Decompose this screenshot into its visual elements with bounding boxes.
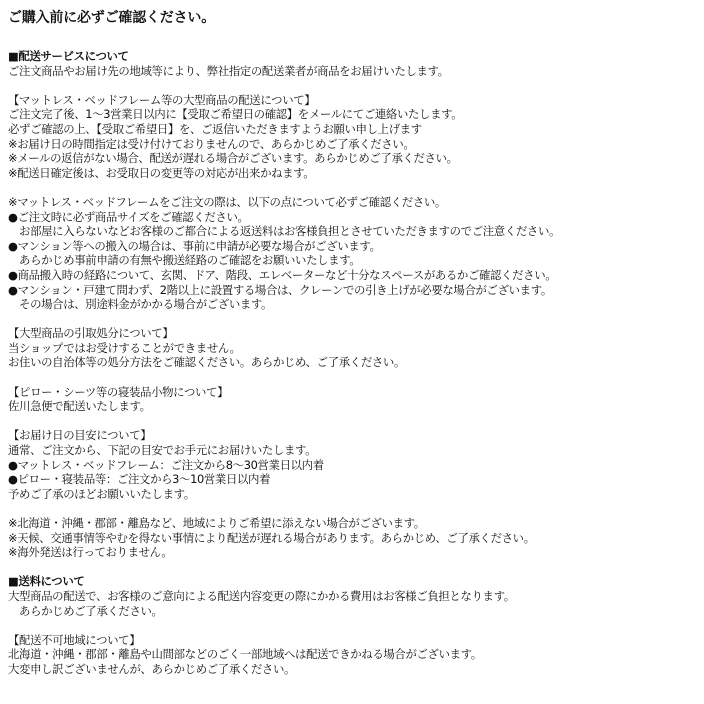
text-line: 大型商品の配送で、お客様のご意向による配送内容変更の際にかかる費用はお客様ご負担となります。 <box>8 588 515 603</box>
blank-line <box>8 312 696 327</box>
text-line: ※配送日確定後は、お受取日の変更等の対応が出来かねます。 <box>8 165 315 180</box>
text-line: 必ずご確認の上、【受取ご希望日】を、ご返信いただきますようお願い申し上げます <box>8 121 422 136</box>
text-line: ※海外発送は行っておりません。 <box>8 545 173 560</box>
section-heading: ■配送サービスについて <box>8 49 129 63</box>
text-line: お部屋に入らないなどお客様のご都合による返送料はお客様負担とさせていただきますのでご注意ください。 <box>8 224 561 239</box>
text-line: ※お届け日の時間指定は受け付けておりませんので、あらかじめご了承ください。 <box>8 136 415 151</box>
text-line: ご注文商品やお届け先の地域等により、弊社指定の配送業者が商品をお届けいたします。 <box>8 63 449 78</box>
text-line: ご注文完了後、1〜3営業日以内に【受取ご希望日の確認】をメールにてご連絡いたします。 <box>8 107 463 122</box>
text-line: 大変申し訳ございませんが、あらかじめご了承ください。 <box>8 661 296 676</box>
page-title: ご購入前に必ずご確認ください。 <box>8 10 215 26</box>
text-line: 北海道・沖縄・郡部・離島や山間部などのごく一部地域へは配送できかねる場合がございます。 <box>8 647 482 662</box>
blank-line <box>8 618 696 633</box>
section-heading: ■送料について <box>8 574 85 589</box>
text-line: 【配送不可地域について】 <box>8 632 141 647</box>
text-line: お住いの自治体等の処分方法をご確認ください。あらかじめ、ご了承ください。 <box>8 355 406 370</box>
text-line: 当ショップではお受けすることができません。 <box>8 340 241 355</box>
text-line: 【大型商品の引取処分について】 <box>8 326 174 341</box>
text-line: ●商品搬入時の経路について、玄関、ドア、階段、エレベーターなど十分なスペースがあるかご確認ください。 <box>8 267 557 282</box>
text-line: ●ご注文時に必ず商品サイズをご確認ください。 <box>8 209 249 224</box>
text-line: ※北海道・沖縄・郡部・離島など、地域によりご希望に添えない場合がございます。 <box>8 516 425 530</box>
text-line: ●マンション・戸建て問わず、2階以上に設置する場合は、クレーンでの引き上げが必要な場合がございます。 <box>8 282 552 297</box>
blank-line <box>8 370 696 385</box>
text-line: ●マットレス・ベッドフレーム：ご注文から8〜30営業日以内着 <box>8 457 324 472</box>
text-line: あらかじめ事前申請の有無や搬送経路のご確認をお願いいたします。 <box>8 253 361 268</box>
blank-line <box>8 501 696 516</box>
text-line: ※マットレス・ベッドフレームをご注文の際は、以下の点について必ずご確認ください。 <box>8 194 446 209</box>
text-line: 【お届け日の目安について】 <box>8 428 152 443</box>
shipping-info-body <box>8 49 696 677</box>
text-line: 通常、ご注文から、下記の目安でお手元にお届けいたします。 <box>8 443 317 458</box>
text-line: その場合は、別途料金がかかる場合がございます。 <box>8 297 273 312</box>
text-line: ●ピロー・寝装品等：ご注文から3〜10営業日以内着 <box>8 472 271 487</box>
text-line: 予めご了承のほどお願いいたします。 <box>8 486 195 501</box>
blank-line <box>8 414 696 429</box>
text-line: ●マンション等への搬入の場合は、事前に申請が必要な場合がございます。 <box>8 238 381 253</box>
blank-line <box>8 78 696 93</box>
text-line: あらかじめご了承ください。 <box>8 603 163 618</box>
text-line: 【ピロー・シーツ等の寝装品小物について】 <box>8 384 229 399</box>
text-line: 佐川急便で配送いたします。 <box>8 399 151 414</box>
blank-line <box>8 180 696 195</box>
text-line: ※天候、交通事情等やむを得ない事情により配送が遅れる場合があります。あらかじめ、ご了承ください。 <box>8 530 535 545</box>
text-line: 【マットレス・ベッドフレーム等の大型商品の配送について】 <box>8 92 316 107</box>
blank-line <box>8 560 696 575</box>
text-line: ※メールの返信がない場合、配送が遅れる場合がございます。あらかじめご了承ください。 <box>8 151 458 166</box>
